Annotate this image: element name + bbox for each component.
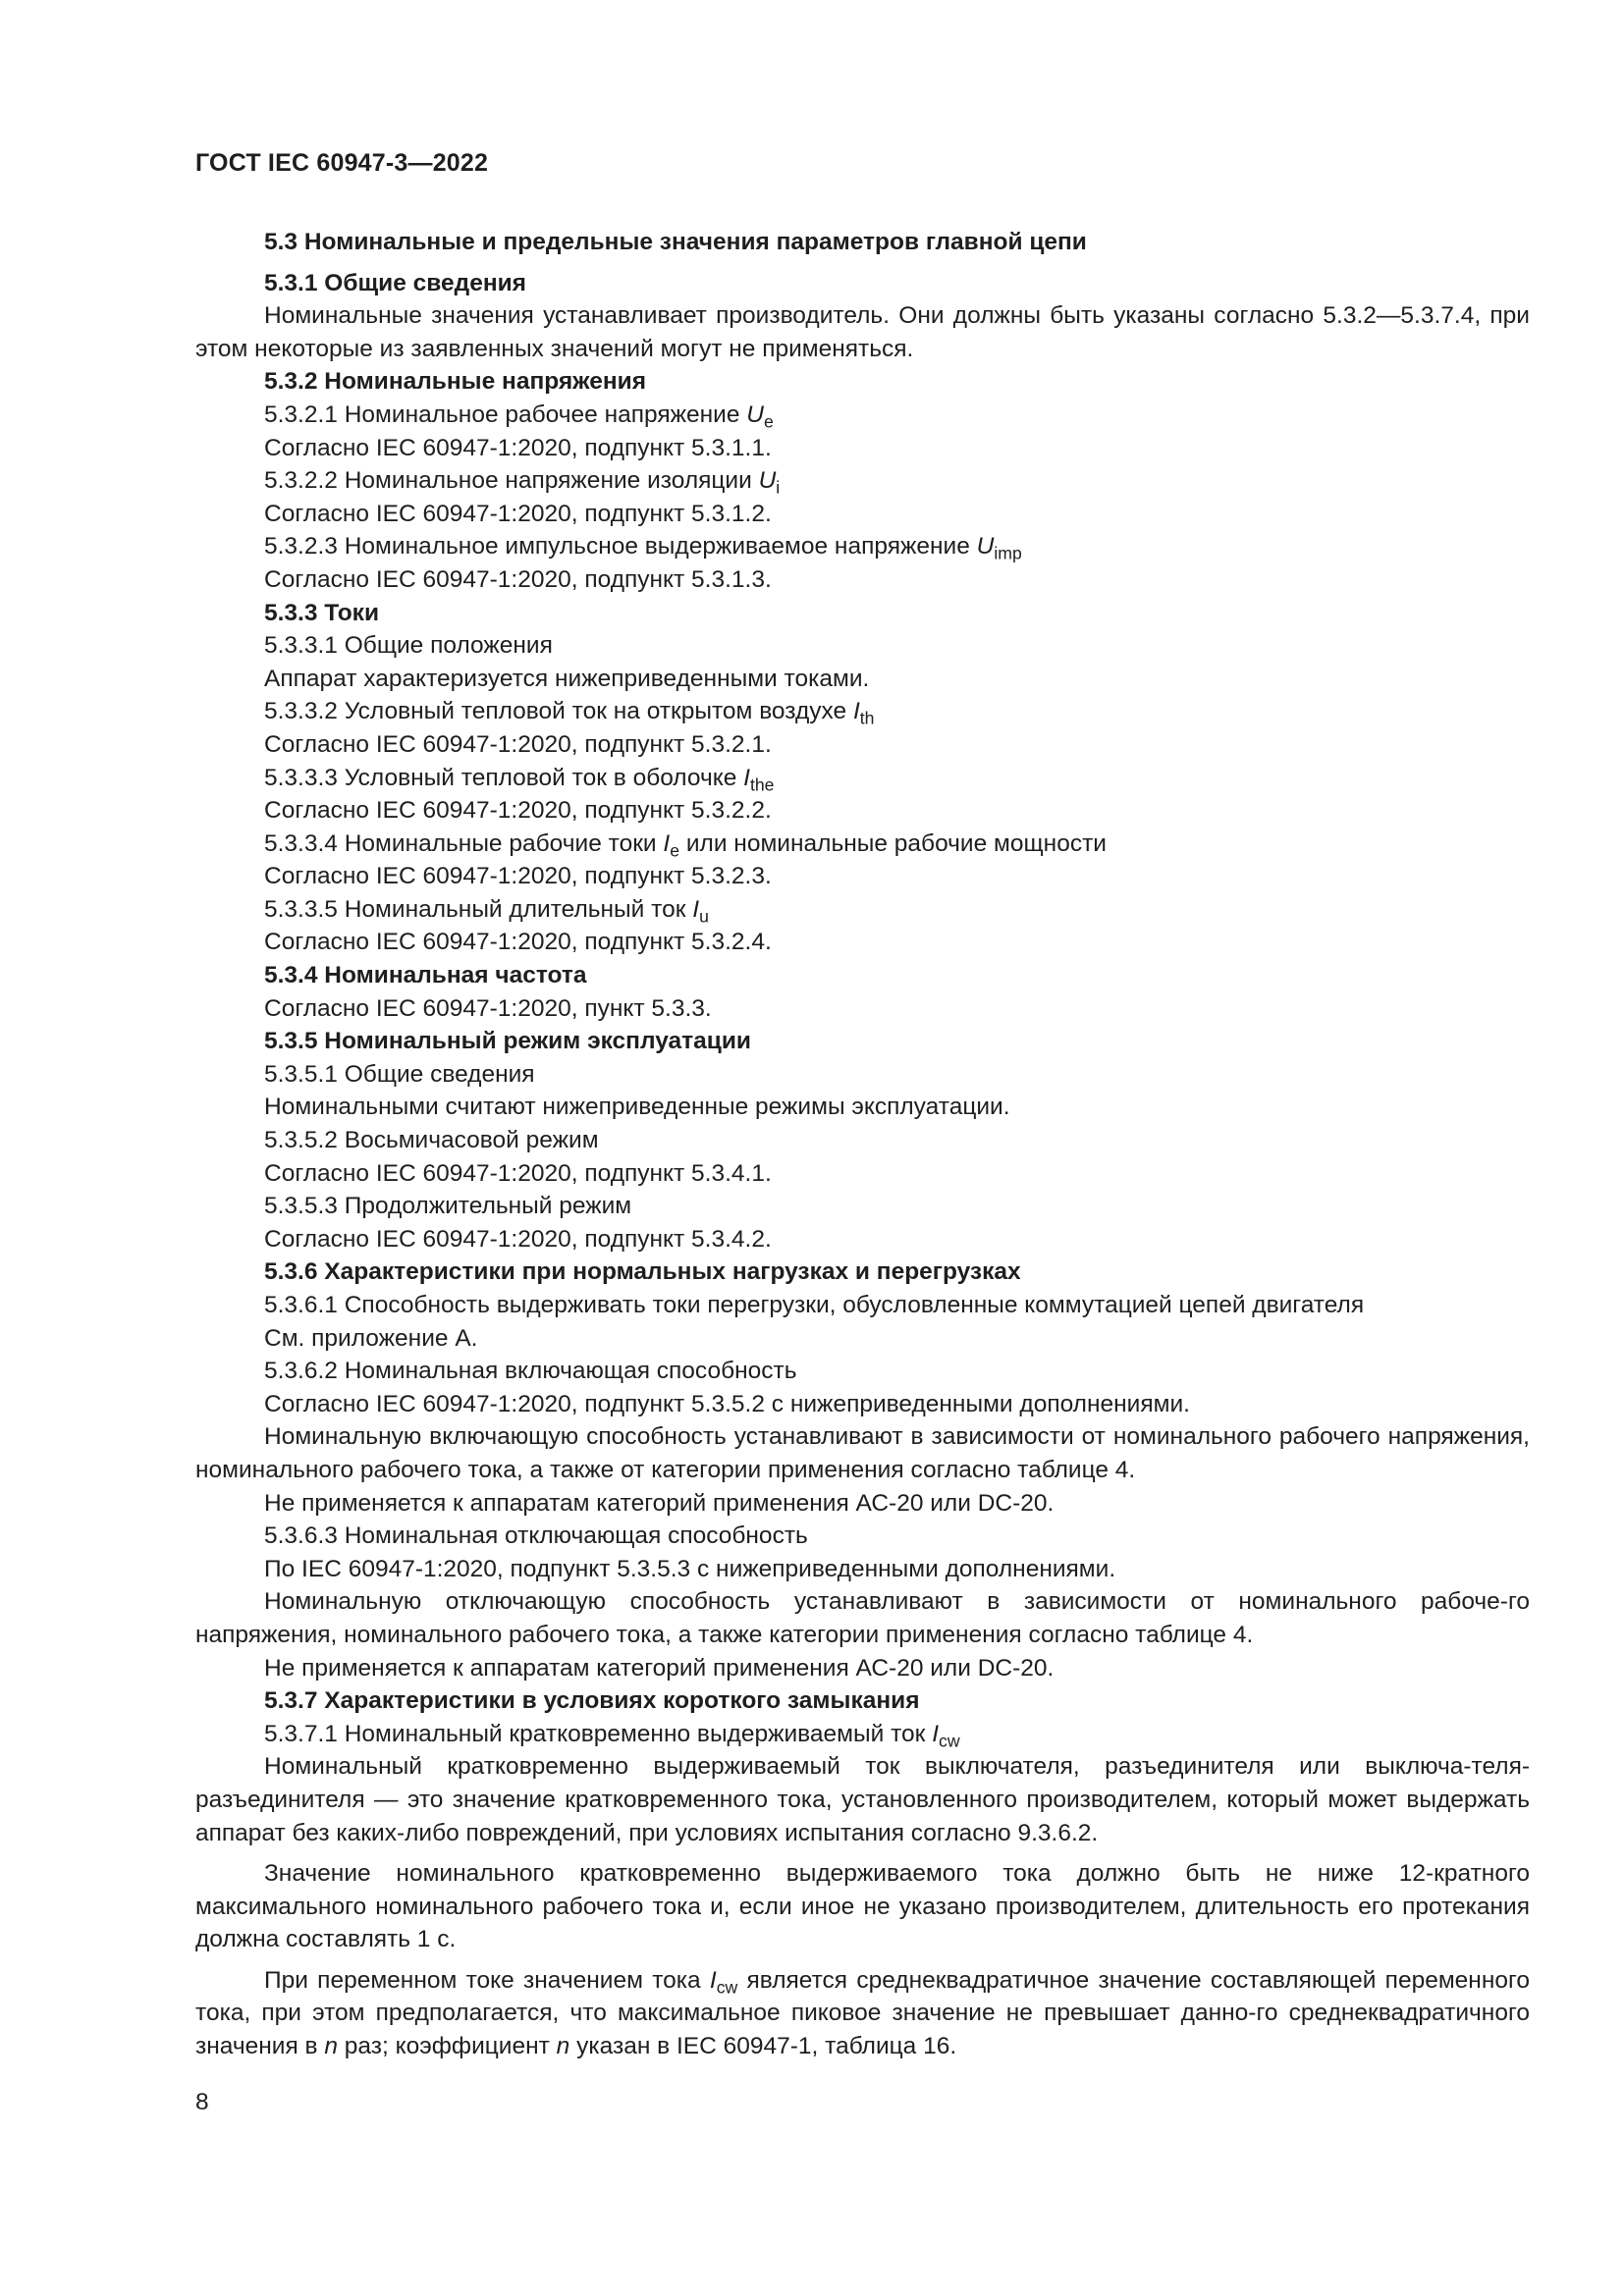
reference-5-3-5-3: Согласно IEC 60947-1:2020, подпункт 5.3.4.2. — [264, 1225, 772, 1253]
paragraph-5-3-7-1-c: При переменном токе значением тока $I_{cw}$ является среднеквадратичное значение составляющей переменного тока, при этом предполагается, что максимальное пиковое значение не превышает данно-го среднеквадратичного значения в n раз; коэффициент n указан в IEC 60947-1, таблица 16. — [195, 1966, 1531, 2060]
clause-5-3-3-5: 5.3.3.5 Номинальный длительный ток $I_u$ — [264, 895, 709, 927]
clause-5-3-3-3: 5.3.3.3 Условный тепловой ток в оболочке $I_{the}$ — [264, 764, 775, 795]
document-header: ГОСТ IEC 60947-3—2022 — [195, 149, 489, 177]
paragraph-5-3-7-1-a: Номинальный кратковременно выдерживаемый ток выключателя, разъединителя или выключа-теля-разъединителя — это значение кратковременного тока, установленного производителем, который может выдержать аппарат без каких-либо повреждений, при условиях испытания согласно 9.3.6.2. — [195, 1753, 1530, 1846]
clause-5-3-6-1: 5.3.6.1 Способность выдерживать токи перегрузки, обусловленные коммутацией цепей двигателя — [264, 1292, 1365, 1318]
section-heading-5-3-4: 5.3.4 Номинальная частота — [264, 962, 587, 989]
clause-5-3-3-1: 5.3.3.1 Общие положения — [264, 632, 553, 660]
section-heading-5-3-6: 5.3.6 Характеристики при нормальных нагрузках и перегрузках — [264, 1258, 1021, 1286]
clause-5-3-5-1: 5.3.5.1 Общие сведения — [264, 1060, 535, 1088]
section-heading-5-3-3: 5.3.3 Токи — [264, 599, 380, 626]
clause-5-3-2-1: 5.3.2.1 Номинальное рабочее напряжение $U_e$ — [264, 400, 774, 432]
reference-5-3-6-1: См. приложение А. — [264, 1324, 478, 1352]
reference-5-3-2-1: Согласно IEC 60947-1:2020, подпункт 5.3.1.1. — [264, 434, 772, 461]
reference-5-3-3-2: Согласно IEC 60947-1:2020, подпункт 5.3.2.1. — [264, 730, 772, 758]
paragraph-5-3-3-1: Аппарат характеризуется нижеприведенными токами. — [264, 665, 870, 692]
section-heading-5-3: 5.3 Номинальные и предельные значения параметров главной цепи — [264, 229, 1087, 255]
page-number: 8 — [195, 2089, 209, 2115]
reference-5-3-6-3: По IEC 60947-1:2020, подпункт 5.3.5.3 с нижеприведенными дополнениями. — [264, 1555, 1116, 1582]
note-5-3-6-3: Не применяется к аппаратам категорий применения АС-20 или DC-20. — [264, 1654, 1055, 1682]
clause-5-3-2-3: 5.3.2.3 Номинальное импульсное выдерживаемое напряжение $U_{imp}$ — [264, 533, 1022, 563]
note-5-3-6-2: Не применяется к аппаратам категорий применения АС-20 или DC-20. — [264, 1489, 1055, 1517]
clause-5-3-6-3: 5.3.6.3 Номинальная отключающая способность — [264, 1522, 808, 1550]
section-heading-5-3-1: 5.3.1 Общие сведения — [264, 269, 526, 296]
reference-5-3-3-5: Согласно IEC 60947-1:2020, подпункт 5.3.2.4. — [264, 929, 772, 956]
reference-5-3-5-2: Согласно IEC 60947-1:2020, подпункт 5.3.4.1. — [264, 1159, 772, 1187]
reference-5-3-4: Согласно IEC 60947-1:2020, пункт 5.3.3. — [264, 994, 712, 1022]
clause-5-3-3-2: 5.3.3.2 Условный тепловой ток на открытом воздухе $I_{th}$ — [264, 698, 875, 728]
clause-5-3-3-4: 5.3.3.4 Номинальные рабочие токи $I_e$ или номинальные рабочие мощности — [264, 829, 1107, 861]
reference-5-3-3-3: Согласно IEC 60947-1:2020, подпункт 5.3.2.2. — [264, 797, 772, 825]
paragraph-5-3-6-3: Номинальную отключающую способность устанавливают в зависимости от номинального рабоче-го напряжения, номинального рабочего тока, а также категории применения согласно таблице 4. — [195, 1588, 1530, 1648]
clause-5-3-5-3: 5.3.5.3 Продолжительный режим — [264, 1193, 632, 1220]
clause-5-3-2-2: 5.3.2.2 Номинальное напряжение изоляции $U_i$ — [264, 467, 781, 498]
paragraph-5-3-7-1-b: Значение номинального кратковременно выдерживаемого тока должно быть не ниже 12-кратного максимального номинального рабочего тока и, если иное не указано производителем, длительность его протекания должна составлять 1 с. — [195, 1860, 1530, 1953]
clause-5-3-5-2: 5.3.5.2 Восьмичасовой режим — [264, 1127, 599, 1154]
reference-5-3-2-2: Согласно IEC 60947-1:2020, подпункт 5.3.1.2. — [264, 500, 772, 527]
paragraph-5-3-1: Номинальные значения устанавливает производитель. Они должны быть указаны согласно 5.3.2—5.3.7.4, при этом некоторые из заявленных значений могут не применяться. — [195, 302, 1530, 362]
clause-5-3-6-2: 5.3.6.2 Номинальная включающая способность — [264, 1358, 797, 1385]
document-body — [195, 226, 1530, 2063]
reference-5-3-6-2: Согласно IEC 60947-1:2020, подпункт 5.3.5.2 с нижеприведенными дополнениями. — [264, 1390, 1190, 1417]
section-heading-5-3-5: 5.3.5 Номинальный режим эксплуатации — [264, 1028, 751, 1055]
reference-5-3-2-3: Согласно IEC 60947-1:2020, подпункт 5.3.1.3. — [264, 565, 772, 593]
paragraph-5-3-6-2: Номинальную включающую способность устанавливают в зависимости от номинального рабочего напряжения, номинального рабочего тока, а также от категории применения согласно таблице 4. — [195, 1423, 1530, 1483]
section-heading-5-3-7: 5.3.7 Характеристики в условиях короткого замыкания — [264, 1687, 920, 1715]
clause-5-3-7-1: 5.3.7.1 Номинальный кратковременно выдерживаемый ток $I_{cw}$ — [264, 1720, 960, 1751]
paragraph-5-3-5-1: Номинальными считают нижеприведенные режимы эксплуатации. — [264, 1094, 1010, 1121]
section-heading-5-3-2: 5.3.2 Номинальные напряжения — [264, 368, 647, 396]
reference-5-3-3-4: Согласно IEC 60947-1:2020, подпункт 5.3.2.3. — [264, 863, 772, 890]
